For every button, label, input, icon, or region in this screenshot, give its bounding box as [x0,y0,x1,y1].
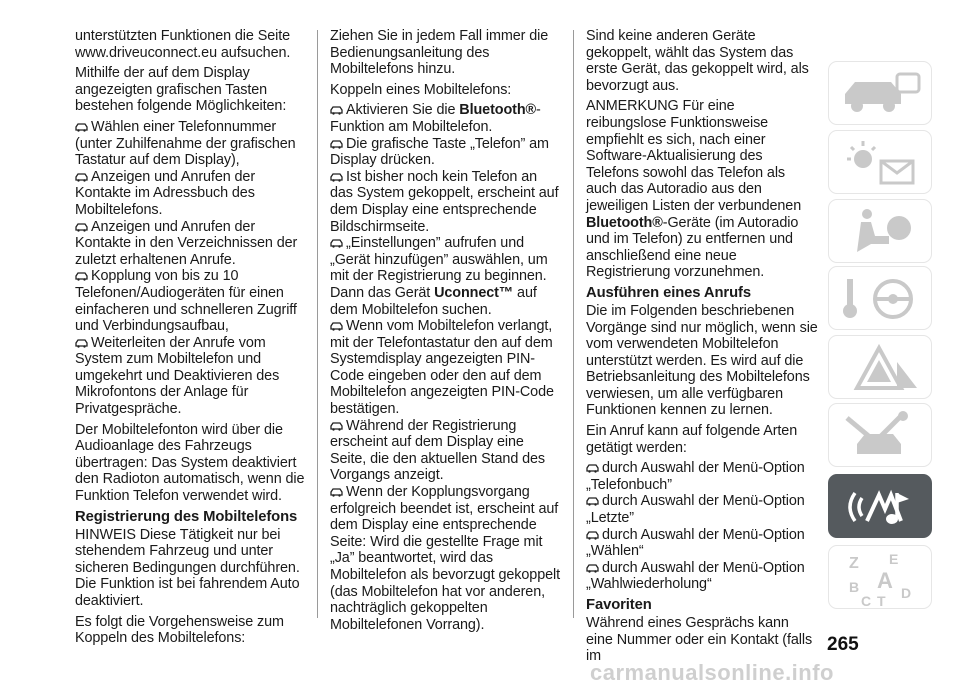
tab-key-steering[interactable] [828,266,932,330]
text-column-1 [75,28,307,651]
paragraph: HINWEIS Diese Tätigkeit nur bei stehendem Fahrzeug und unter sicheren Bedingungen durchführen. Die Funktion ist bei fahrendem Auto deaktiviert. [75,526,300,609]
index-letter: D [901,585,912,601]
bullet-item: Kopplung von bis zu 10 Telefonen/Audiogeräten für einen einfacheren und schnelleren Zugriff und Verbindungsaufbau, [75,268,297,335]
car-bullet-icon [586,563,599,573]
hazard-triangle-icon [837,342,925,394]
car-bullet-icon [330,487,343,497]
key-steering-wheel-icon [837,273,925,325]
paragraph: Ziehen Sie in jedem Fall immer die Bedienungsanleitung des Mobiltelefons hinzu. [330,28,549,78]
tab-hazard[interactable] [828,335,932,399]
car-bullet-icon [75,271,88,281]
tab-warning-lights[interactable] [828,130,932,194]
car-bullet-icon [586,463,599,473]
bullet-item: durch Auswahl der Menü-Option „Wahlwiederholung“ [586,559,805,593]
bullet-item: durch Auswahl der Menü-Option „Letzte” [586,493,805,527]
bullet-item: „Einstellungen” aufrufen und „Gerät hinzufügen” auswählen, um mit der Registrierung zu beginnen. Dann das Gerät Uconnect™ auf dem Mobiltelefon suchen. [330,235,548,318]
paragraph: ANMERKUNG Für eine reibungslose Funktionsweise empfiehlt es sich, nach einer Software-Aktualisierung des Telefons sowohl das Telefon als auch das Autoradio aus den jeweiligen Listen der verbundenen Bluetooth®-Geräte (im Autoradio und im Telefon) zu entfernen und anschließend eine neue Registrierung vorzunehmen. [586,98,802,281]
column-divider [317,30,318,618]
text-column-3 [586,28,818,669]
car-bullet-icon [75,222,88,232]
paragraph: Der Mobiltelefonton wird über die Audioanlage des Fahrzeugs übertragen: Das System deaktiviert den Radioton automatisch, wenn die Funktion Telefon verwendet wird. [75,421,305,505]
page-number: 265 [827,634,859,655]
tools-car-icon [837,410,925,462]
paragraph: unterstützten Funktionen die Seite www.driveuconnect.eu aufsuchen. [75,28,291,61]
bullet-item: durch Auswahl der Menü-Option „Wählen“ [586,526,805,560]
bullet-item: Aktivieren Sie die Bluetooth®-Funktion am Mobiltelefon. [330,102,541,135]
watermark: carmanualsonline.info [590,660,834,685]
paragraph: Sind keine anderen Geräte gekoppelt, wählt das System das erste Gerät, das gekoppelt wird, als bevorzugt aus. [586,28,809,94]
bullet-item: Anzeigen und Anrufen der Kontakte im Adressbuch des Mobiltelefons. [75,168,256,218]
car-bullet-icon [586,530,599,540]
bullet-item: Wenn der Kopplungsvorgang erfolgreich beendet ist, erscheint auf dem Display eine entsprechende Seite: Wird die gestellte Frage mit „Ja” beantwortet, wird das Mobiltelefon als bevorzugt gekoppelt (das Mobiltelefon hat vor anderen, nachträglich gekoppelten Mobiltelefonen Vorrang). [330,484,560,633]
seat-airbag-icon [837,206,925,258]
bullet-item: durch Auswahl der Menü-Option „Telefonbuch” [586,460,805,493]
alphabetical-index-icon [837,552,925,608]
bullet-item: Während der Registrierung erscheint auf dem Display eine Seite, die den aktuellen Stand des Vorgangs anzeigt. [330,417,546,484]
index-letter: C [861,593,872,608]
warning-lights-message-icon [837,137,925,189]
car-bullet-icon [330,139,343,149]
index-letter: A [877,568,893,593]
paragraph: Ein Anruf kann auf folgende Arten getätigt werden: [586,423,798,456]
bullet-item: Wählen einer Telefonnummer (unter Zuhilfenahme der grafischen Tastatur auf dem Display), [75,118,296,169]
bullet-item: Ist bisher noch kein Telefon an das System gekoppelt, erscheint auf dem Display eine entsprechende Bildschirmseite. [330,168,559,235]
car-bullet-icon [586,496,599,506]
text-column-2 [330,28,562,633]
index-letter: B [849,579,860,595]
car-bullet-icon [330,238,343,248]
bullet-item: Die grafische Taste „Telefon” am Display drücken. [330,135,549,169]
index-letter: E [889,552,899,567]
section-heading: Favoriten [586,597,652,613]
uconnect-term: Uconnect™ [434,284,514,301]
car-bullet-icon [75,338,88,348]
car-bullet-icon [330,172,343,182]
multimedia-icon [837,481,925,533]
paragraph: Es folgt die Vorgehensweise zum Koppeln des Mobiltelefons: [75,613,284,647]
section-heading: Ausführen eines Anrufs [586,284,751,301]
bullet-item: Wenn vom Mobiltelefon verlangt, mit der Telefontastatur den auf dem Systemdisplay angezeigten PIN-Code eingeben oder den auf dem Mobiltelefon angezeigten PIN-Code bestätigen. [330,318,554,418]
paragraph: Die im Folgenden beschriebenen Vorgänge sind nur möglich, wenn sie vom verwendeten Mobiltelefon unterstützt werden. Es wird auf die Betriebsanleitung des Mobiltelefons verwiesen, um alle verfügbaren Funktionen kennen zu lernen. [586,302,818,419]
tab-car-dashboard[interactable] [828,61,932,125]
bluetooth-term: Bluetooth® [459,102,537,119]
tab-seat-airbag[interactable] [828,199,932,263]
car-bullet-icon [75,172,88,182]
car-bullet-icon [330,421,343,431]
car-bullet-icon [330,321,343,331]
paragraph: Mithilfe der auf dem Display angezeigten grafischen Tasten bestehen folgende Möglichkeiten: [75,65,287,115]
tab-tools-car[interactable] [828,403,932,467]
car-bullet-icon [330,105,343,115]
index-letter: Z [849,555,859,572]
paragraph: Koppeln eines Mobiltelefons: [330,81,512,98]
car-dashboard-icon [837,68,925,120]
tab-multimedia[interactable] [828,474,932,538]
bullet-item: Weiterleiten der Anrufe vom System zum Mobiltelefon und umgekehrt und Deaktivieren des Mikrofontons der Anlage für Privatgespräche. [75,334,280,418]
index-letter: T [877,593,886,608]
car-bullet-icon [75,122,88,132]
tab-alphabetical-index[interactable] [828,545,932,609]
paragraph: Während eines Gesprächs kann eine Nummer oder ein Kontakt (falls im [586,615,813,665]
bluetooth-term: Bluetooth® [586,214,663,231]
section-heading: Registrierung des Mobiltelefons [75,508,298,525]
bullet-item: Anzeigen und Anrufen der Kontakte in den Verzeichnissen der zuletzt erhaltenen Anrufe. [75,218,298,268]
column-divider [573,30,574,618]
